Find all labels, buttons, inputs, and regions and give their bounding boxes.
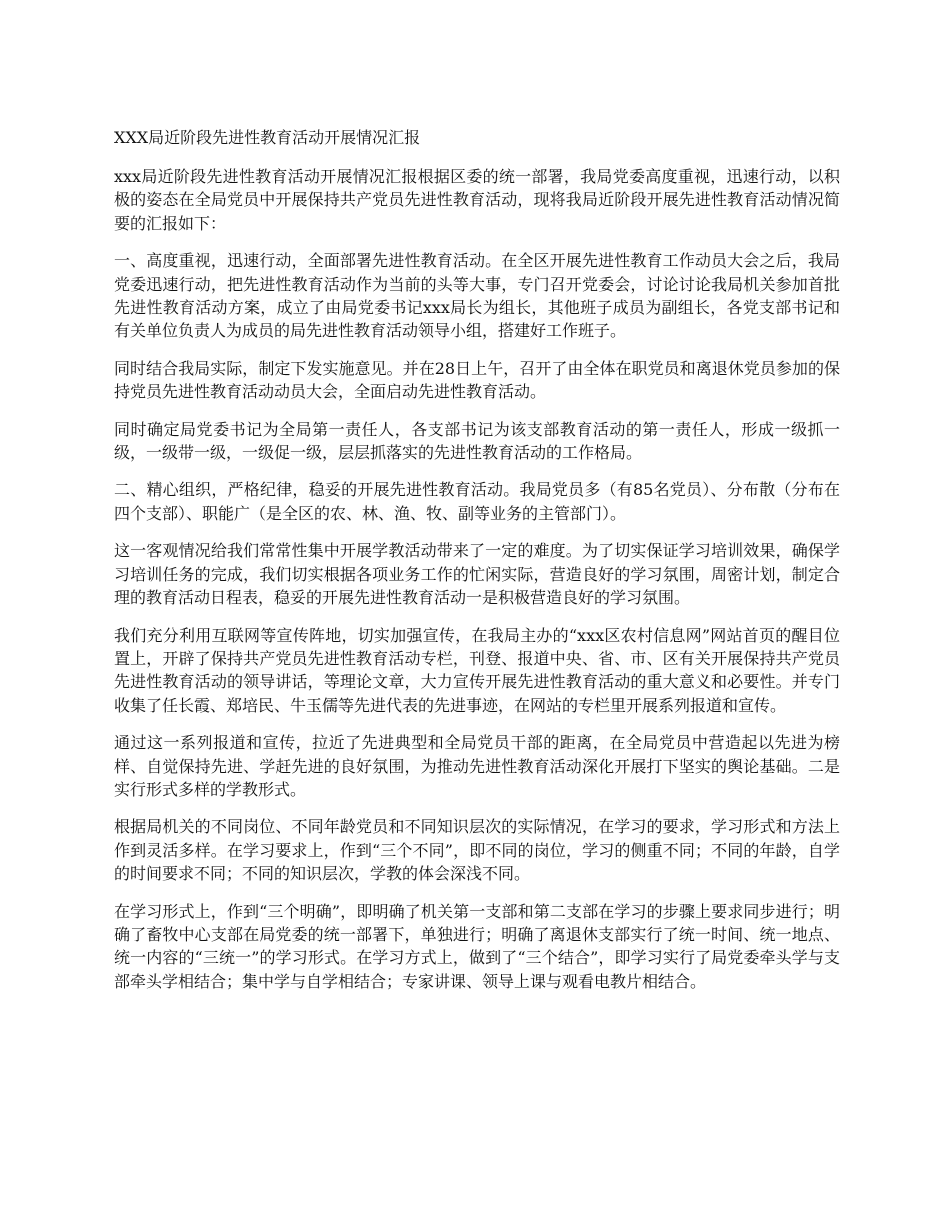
- paragraph-responsibility: 同时确定局党委书记为全局第一责任人，各支部书记为该支部教育活动的第一责任人，形成一级抓一级，一级带一级，一级促一级，层层抓落实的先进性教育活动的工作格局。: [114, 419, 840, 463]
- paragraph-reports: 通过这一系列报道和宣传，拉近了先进典型和全局党员干部的距离，在全局党员中营造起以先进为榜样、自觉保持先进、学赶先进的良好氛围，为推动先进性教育活动深化开展打下坚实的舆论基础。二是实行形式多样的学教形式。: [114, 733, 840, 799]
- paragraph-study-requirements: 根据局机关的不同岗位、不同年龄党员和不同知识层次的实际情况，在学习的要求，学习形式和方法上作到灵活多样。在学习要求上，作到“三个不同”，即不同的岗位，学习的侧重不同；不同的年龄，自学的时间要求不同；不同的知识层次，学教的体会深浅不同。: [114, 817, 840, 884]
- paragraph-study-forms: 在学习形式上，作到“三个明确”，即明确了机关第一支部和第二支部在学习的步骤上要求同步进行；明确了畜牧中心支部在局党委的统一部署下，单独进行；明确了离退休支部实行了统一时间、统一地点、统一内容的“三统一”的学习形式。在学习方式上，做到了“三个结合”，即学习实行了局党委牵头学与支部牵头学相结合；集中学与自学相结合；专家讲课、领导上课与观看电教片相结合。: [114, 901, 840, 991]
- paragraph-publicity: 我们充分利用互联网等宣传阵地，切实加强宣传，在我局主办的“xxx区农村信息网”网站首页的醒目位置上，开辟了保持共产党员先进性教育活动专栏，刊登、报道中央、省、市、区有关开展保持共产党员先进性教育活动的领导讲话，等理论文章，大力宣传开展先进性教育活动的重大意义和必要性。并专门收集了任长霞、郑培民、牛玉儒等先进代表的先进事迹，在网站的专栏里开展系列报道和宣传。: [114, 625, 840, 715]
- paragraph-section-two: 二、精心组织，严格纪律，稳妥的开展先进性教育活动。我局党员多（有85名党员）、分布散（分布在四个支部）、职能广（是全区的农、林、渔、牧、副等业务的主管部门）。: [114, 480, 840, 523]
- document-page: [114, 126, 840, 1007]
- paragraph-implementation: 同时结合我局实际，制定下发实施意见。并在28日上午，召开了由全体在职党员和离退休党员参加的保持党员先进性教育活动动员大会，全面启动先进性教育活动。: [114, 358, 840, 402]
- paragraph-section-one: 一、高度重视，迅速行动，全面部署先进性教育活动。在全区开展先进性教育工作动员大会之后，我局党委迅速行动，把先进性教育活动作为当前的头等大事，专门召开党委会，讨论讨论我局机关参加首批先进性教育活动方案，成立了由局党委书记xxx局长为组长，其他班子成员为副组长，各党支部书记和有关单位负责人为成员的局先进性教育活动领导小组，搭建好工作班子。: [114, 251, 840, 341]
- document-title: XXX局近阶段先进性教育活动开展情况汇报: [114, 128, 421, 147]
- paragraph-intro: xxx局近阶段先进性教育活动开展情况汇报根据区委的统一部署，我局党委高度重视，迅速行动，以积极的姿态在全局党员中开展保持共产党员先进性教育活动，现将我局近阶段开展先进性教育活动情况简要的汇报如下：: [114, 167, 840, 233]
- paragraph-study-atmosphere: 这一客观情况给我们常常性集中开展学教活动带来了一定的难度。为了切实保证学习培训效果，确保学习培训任务的完成，我们切实根据各项业务工作的忙闲实际，营造良好的学习氛围，周密计划，制定合理的教育活动日程表，稳妥的开展先进性教育活动一是积极营造良好的学习氛围。: [114, 541, 840, 608]
